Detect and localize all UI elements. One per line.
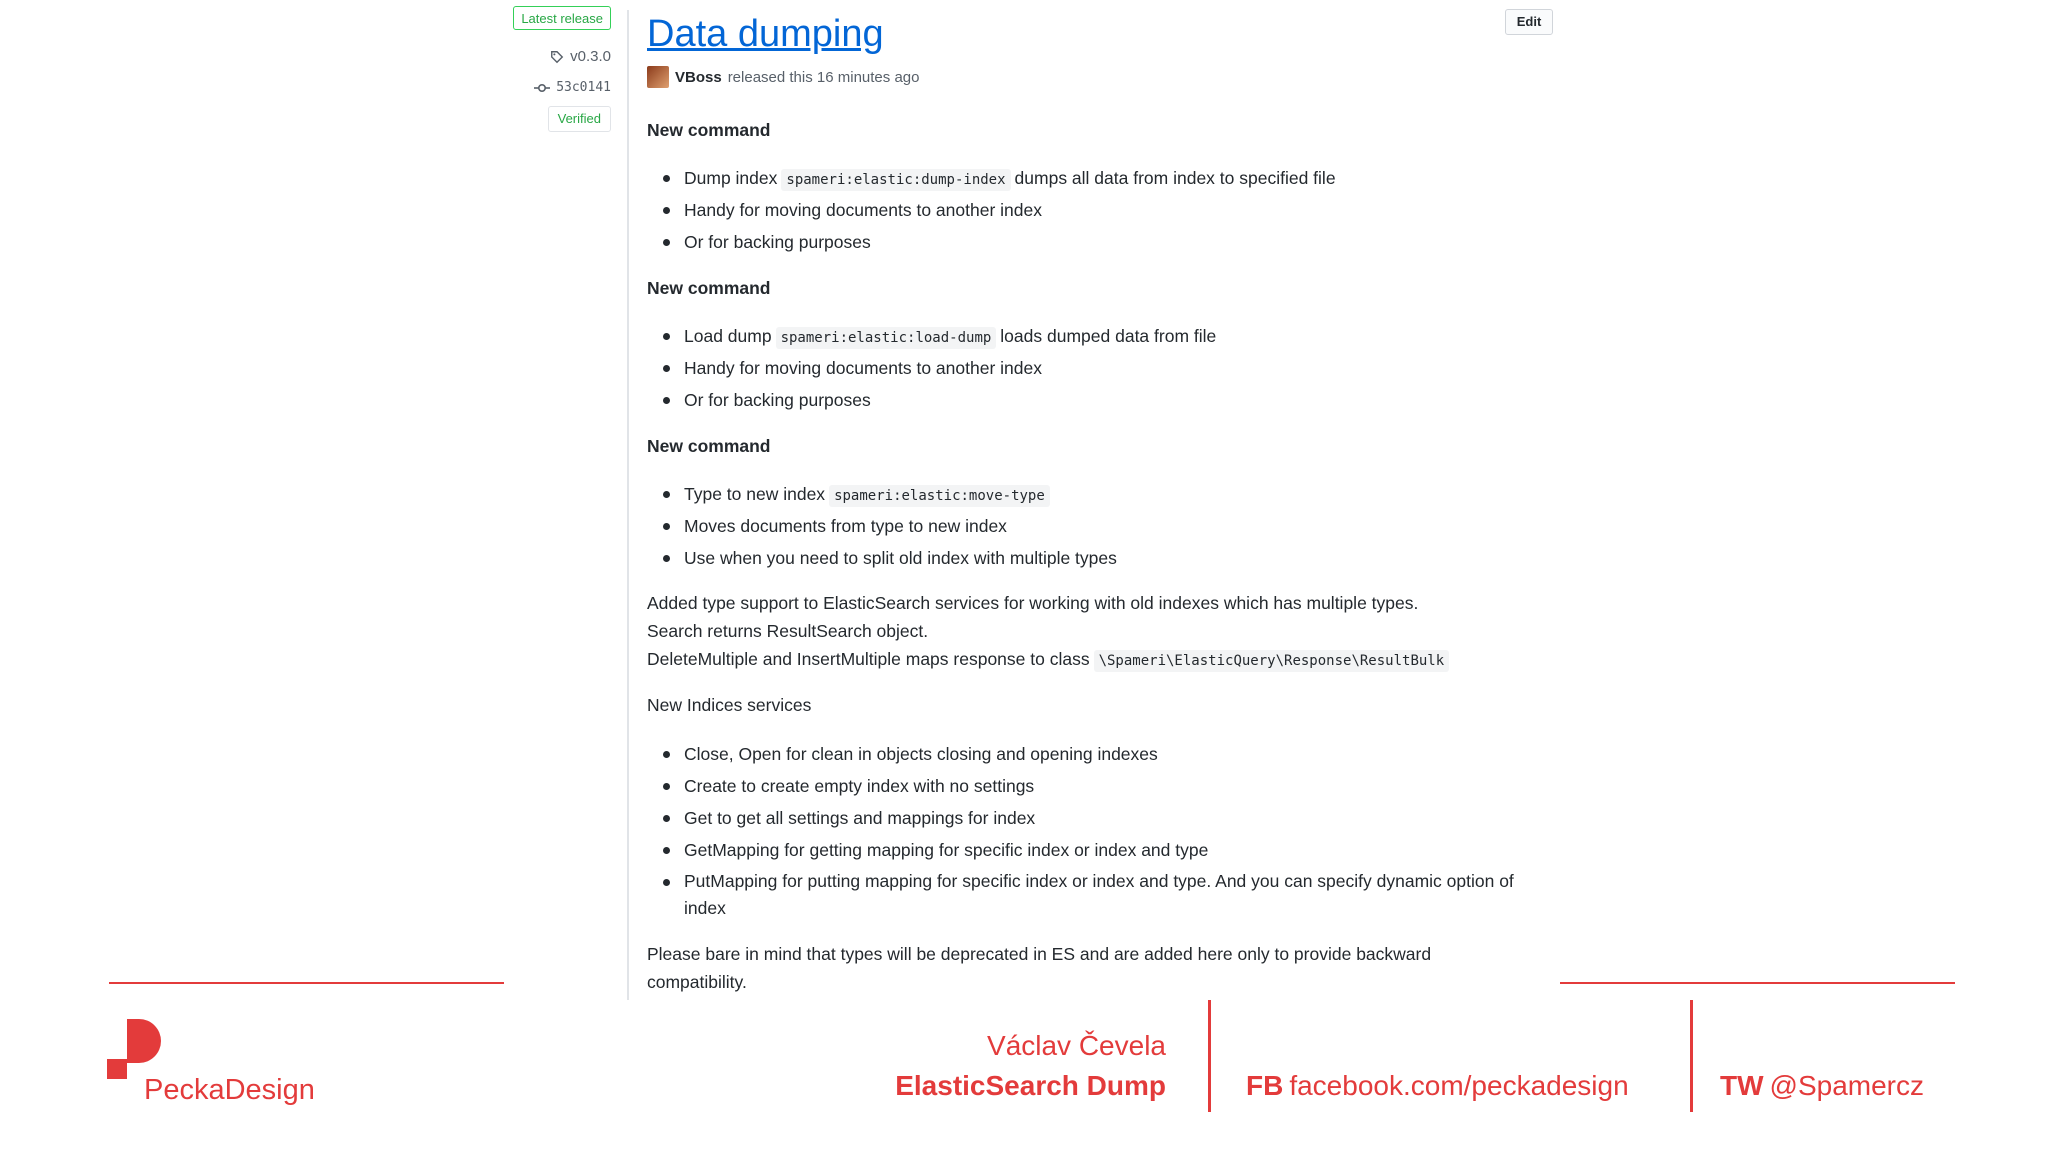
tag-name: v0.3.0 [570,48,611,65]
list-item: Handy for moving documents to another index [647,194,1547,226]
speaker-name: Václav Čevela [987,1030,1166,1061]
footer-rule-left [109,982,504,984]
list-item: Close, Open for clean in objects closing and opening indexes [647,738,1547,770]
list-item: GetMapping for getting mapping for specific index or index and type [647,834,1547,866]
paragraph-line: Added type support to ElasticSearch services for working with old indexes which has multiple types. [647,593,1419,613]
list-item: PutMapping for putting mapping for specific index or index and type. And you can specify dynamic option of index [647,866,1547,924]
tag-icon [550,50,564,64]
latest-release-badge: Latest release [513,6,611,30]
commit-link[interactable] [534,80,611,95]
tag-link[interactable] [550,48,611,65]
paragraph-line: Search returns ResultSearch object. [647,621,929,641]
changes-paragraph [647,589,1453,675]
list-item: Or for backing purposes [647,226,1547,258]
list-item: Type to new index spameri:elastic:move-type [647,478,1547,510]
section-list [647,478,1547,574]
brand-name: PeckaDesign [144,1074,315,1106]
footer-rule-right [1560,982,1955,984]
release-body [647,0,1553,90]
list-item: Load dump spameri:elastic:load-dump loads dumped data from file [647,320,1547,352]
list-item: Create to create empty index with no settings [647,770,1547,802]
section-list [647,320,1547,416]
section-list [647,162,1547,258]
edit-button[interactable]: Edit [1505,9,1553,35]
list-item: Use when you need to split old index with multiple types [647,542,1547,574]
facebook-contact: FB facebook.com/peckadesign [1246,1070,1629,1101]
timeline-divider [627,10,629,1000]
commit-sha: 53c0141 [556,80,611,95]
talk-topic: ElasticSearch Dump [895,1070,1166,1101]
footer-separator [1208,1000,1211,1112]
list-item: Moves documents from type to new index [647,510,1547,542]
verified-badge[interactable]: Verified [548,106,611,132]
indices-heading: New Indices services [647,695,812,715]
author-link[interactable]: VBoss [675,68,722,86]
command-code: spameri:elastic:dump-index [781,169,1010,191]
command-code: spameri:elastic:move-type [829,485,1050,507]
list-item: Dump index spameri:elastic:dump-index dumps all data from index to specified file [647,162,1547,194]
list-item: Or for backing purposes [647,384,1547,416]
class-code: \Spameri\ElasticQuery\Response\ResultBulk [1094,650,1450,672]
twitter-contact: TW @Spamercz [1720,1070,1924,1101]
footer-separator [1690,1000,1693,1112]
section-heading: New command [647,278,771,298]
command-code: spameri:elastic:load-dump [776,327,997,349]
release-sidebar [0,0,620,1000]
list-item: Get to get all settings and mappings for index [647,802,1547,834]
closing-note: Please bare in mind that types will be deprecated in ES and are added here only to provide backward compatibility. [647,944,1432,992]
release-time: released this 16 minutes ago [727,68,920,86]
indices-list [647,738,1547,924]
section-heading: New command [647,120,771,140]
peckadesign-logo-icon [107,1019,167,1079]
release-meta [647,64,1553,90]
list-item: Handy for moving documents to another index [647,352,1547,384]
section-heading: New command [647,436,771,456]
release-title[interactable]: Data dumping [647,13,884,55]
commit-icon [534,82,550,94]
avatar[interactable] [647,66,669,88]
paragraph-line: DeleteMultiple and InsertMultiple maps response to class \Spameri\ElasticQuery\Response\ResultBulk [647,645,1453,675]
